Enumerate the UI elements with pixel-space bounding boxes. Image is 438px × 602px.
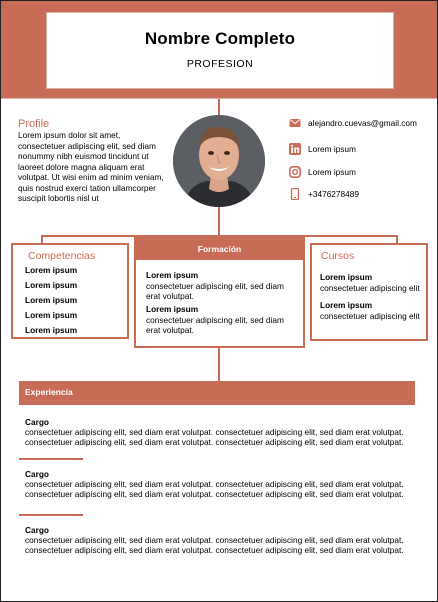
cursos-entry-title: Lorem ipsum [320,300,373,310]
contact-instagram[interactable] [289,166,434,180]
job-description: consectetuer adipiscing elit, sed diam erat volutpat. consectetuer adipiscing elit, sed diam erat volutpat. [25,479,404,489]
cursos-title: Cursos [321,250,355,262]
divider-top [1,98,437,99]
experiencia-title: Experiencia [19,381,415,405]
instagram-icon [289,166,301,178]
formacion-entry-title: Lorem ipsum [146,304,199,314]
cursos-entry-title: Lorem ipsum [320,272,373,282]
phone-icon [289,188,301,200]
instagram-text: Lorem ipsum [308,167,356,177]
competencia-item: Lorem ipsum [25,310,78,320]
competencia-item: Lorem ipsum [25,295,78,305]
cursos-entry-text: consectetuer adipiscing elit [320,311,420,321]
job-description: consectetuer adipiscing elit, sed diam erat volutpat. consectetuer adipiscing elit, sed diam erat volutpat. [25,545,404,555]
job-separator [19,458,83,460]
linkedin-icon [289,143,301,155]
profile-title: Profile [18,118,50,130]
formacion-title: Formación [136,238,303,260]
profession: PROFESION [186,58,254,70]
job-entry [25,417,420,447]
cursos-entry-text: consectetuer adipiscing elit [320,283,420,293]
contact-email[interactable] [289,117,434,131]
job-description: consectetuer adipiscing elit, sed diam erat volutpat. consectetuer adipiscing elit, sed diam erat volutpat. [25,437,404,447]
job-description: consectetuer adipiscing elit, sed diam erat volutpat. consectetuer adipiscing elit, sed diam erat volutpat. [25,427,404,437]
profile-text: Lorem ipsum dolor sit amet, consectetuer adipiscing elit, sed diam nonummy nibh euismod tincidunt ut laoreet dolore magna aliquam erat volutpat. Ut wisi enim ad minim veniam, quis nostrud exerci tation ullamcorper suscipit lobortis nisl ut [18,130,164,203]
formacion-box [134,236,305,348]
competencias-box [11,243,129,339]
email-icon [289,117,301,129]
person-portrait-icon [173,115,265,207]
formacion-entry-title: Lorem ipsum [146,270,199,280]
full-name: Nombre Completo [144,29,296,48]
connector-bottom [218,346,220,382]
competencia-item: Lorem ipsum [25,265,78,275]
contact-phone[interactable] [289,188,434,202]
job-entry [25,525,420,555]
job-entry [25,469,420,499]
job-title: Cargo [25,525,49,535]
name-card [46,12,394,89]
competencia-item: Lorem ipsum [25,325,78,335]
formacion-entry-text: consectetuer adipiscing elit, sed diam erat volutpat. [146,315,284,335]
job-separator [19,514,83,516]
cursos-box [310,243,428,341]
job-description: consectetuer adipiscing elit, sed diam erat volutpat. consectetuer adipiscing elit, sed diam erat volutpat. [25,535,404,545]
formacion-entry-text: consectetuer adipiscing elit, sed diam erat volutpat. [146,281,284,301]
email-text: alejandro.cuevas@gmail.com [308,118,417,128]
connector-photo-formacion [218,207,220,235]
competencias-title: Competencias [28,250,96,262]
job-title: Cargo [25,417,49,427]
competencia-item: Lorem ipsum [25,280,78,290]
job-title: Cargo [25,469,49,479]
job-description: consectetuer adipiscing elit, sed diam erat volutpat. consectetuer adipiscing elit, sed diam erat volutpat. [25,489,404,499]
profile-photo [173,115,265,207]
linkedin-text: Lorem ipsum [308,144,356,154]
contact-linkedin[interactable] [289,143,434,157]
phone-text: +3476278489 [308,189,359,199]
